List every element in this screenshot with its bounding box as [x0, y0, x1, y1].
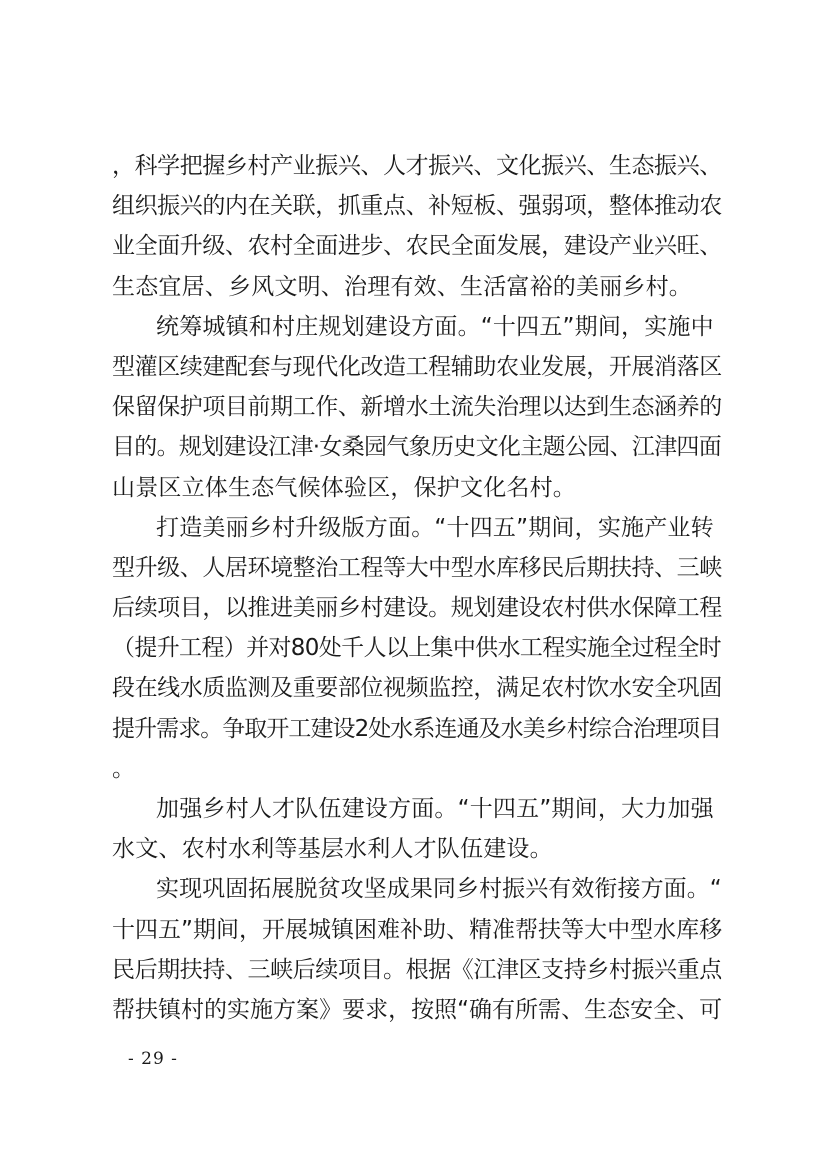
text-line: 生态宜居、乡风文明、治理有效、生活富裕的美丽乡村。 [112, 273, 692, 300]
paragraph-start-line: 统筹城镇和村庄规划建设方面。“十四五”期间，实施中 [156, 313, 714, 340]
text-line: 型升级、人居环境整治工程等大中型水库移民后期扶持、三峡 [112, 554, 722, 581]
text-line: 组织振兴的内在关联，抓重点、补短板、强弱项，整体推动农 [112, 193, 722, 220]
paragraph-start-line: 加强乡村人才队伍建设方面。“十四五”期间，大力加强 [156, 796, 714, 822]
text-line: ，科学把握乡村产业振兴、人才振兴、文化振兴、生态振兴、 [112, 153, 722, 179]
text-line: 十四五”期间，开展城镇困难补助、精准帮扶等大中型水库移 [112, 916, 723, 943]
paragraph-start-line: 打造美丽乡村升级版方面。“十四五”期间，实施产业转 [156, 514, 714, 541]
body-text [112, 146, 722, 1030]
text-line: 业全面升级、农村全面进步、农民全面发展，建设产业兴旺、 [112, 233, 722, 260]
text-line: 保留保护项目前期工作、新增水土流失治理以达到生态涵养的 [112, 394, 722, 421]
text-line: 。 [112, 755, 136, 782]
text-line: 帮扶镇村的实施方案》要求，按照“确有所需、生态安全、可 [112, 996, 723, 1023]
text-line: 型灌区续建配套与现代化改造工程辅助农业发展，开展消落区 [112, 353, 722, 380]
text-line: 民后期扶持、三峡后续项目。根据《江津区支持乡村振兴重点 [112, 956, 722, 983]
text-line: （提升工程）并对80处千人以上集中供水工程实施全过程全时 [112, 635, 722, 662]
text-line: 水文、农村水利等基层水利人才队伍建设。 [112, 836, 553, 863]
text-line: 提升需求。争取开工建设2处水系连通及水美乡村综合治理项目 [112, 715, 722, 742]
text-line: 后续项目，以推进美丽乡村建设。规划建设农村供水保障工程 [112, 595, 722, 622]
text-line: 山景区立体生态气候体验区，保护文化名村。 [112, 474, 576, 501]
page-number: - 29 - [128, 1049, 178, 1069]
text-line: 目的。规划建设江津·女桑园气象历史文化主题公园、江津四面 [112, 434, 722, 461]
paragraph-start-line: 实现巩固拓展脱贫攻坚成果同乡村振兴有效衔接方面。“ [156, 876, 722, 903]
text-line: 段在线水质监测及重要部位视频监控，满足农村饮水安全巩固 [112, 675, 722, 702]
